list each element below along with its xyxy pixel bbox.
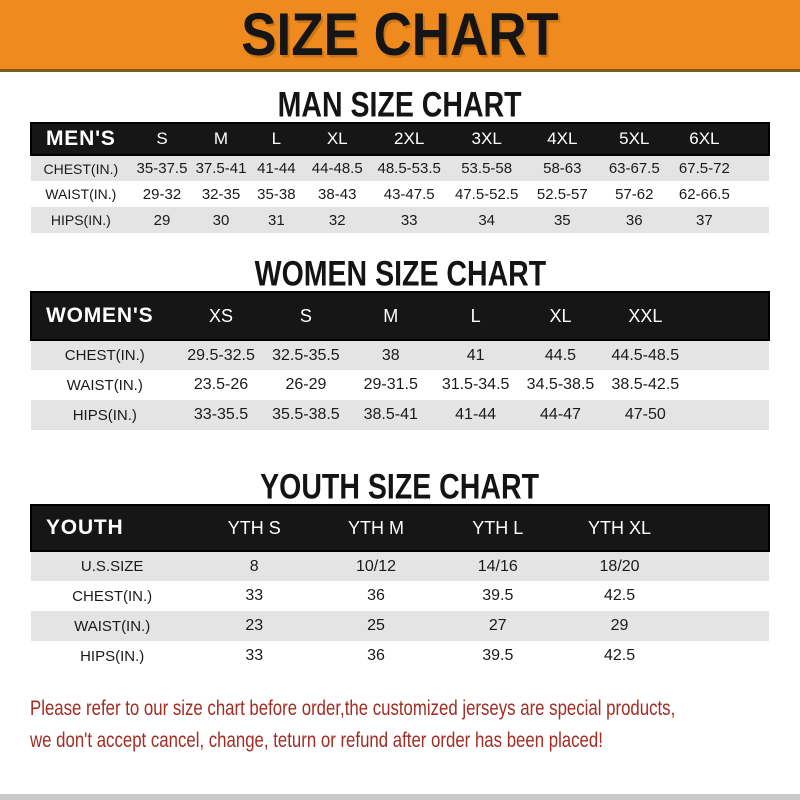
size-cell: 39.5 (482, 587, 514, 604)
size-cell: 41-44 (257, 160, 296, 177)
size-cell: 33 (400, 211, 418, 229)
spacer-cell (680, 551, 769, 581)
women-section (0, 253, 800, 430)
column-header: 3XL (448, 123, 525, 155)
size-cell: 52.5-57 (536, 185, 588, 203)
column-header: M (193, 123, 248, 155)
size-cell: 29-31.5 (363, 376, 418, 393)
spacer-cell (688, 340, 769, 370)
column-header: XS (179, 292, 264, 340)
size-cell: 63-67.5 (608, 160, 660, 177)
row-label: HIPS(IN.) (72, 406, 137, 424)
size-cell: 32.5-35.5 (272, 346, 340, 364)
row-label: WAIST(IN.) (74, 617, 151, 635)
size-cell: 25 (367, 617, 385, 634)
youth-section (0, 466, 800, 671)
size-cell: 8 (249, 557, 259, 575)
size-cell: 38 (381, 346, 400, 364)
size-cell: 42.5 (603, 587, 636, 604)
size-cell: 31.5-34.5 (441, 376, 510, 393)
size-cell: 44.5 (544, 346, 577, 364)
size-cell: 35-37.5 (136, 160, 188, 177)
size-cell: 47-50 (624, 406, 666, 423)
footer-line-1: Please refer to our size chart before order,the customized jerseys are special products, (30, 697, 676, 720)
size-cell: 41-44 (455, 406, 497, 423)
footer-note (30, 693, 800, 757)
youth-header-label: YOUTH (31, 505, 193, 551)
spacer-cell (688, 400, 769, 430)
size-cell: 33 (245, 647, 264, 664)
row-label: WAIST(IN.) (66, 376, 143, 394)
column-header: M (348, 292, 433, 340)
row-label: CHEST(IN.) (43, 160, 119, 177)
column-header: S (263, 292, 348, 340)
size-cell: 32-35 (201, 185, 241, 203)
men-size-table (30, 122, 770, 233)
youth-section-title: YOUTH SIZE CHART (260, 466, 540, 507)
column-header: XL (518, 292, 603, 340)
women-size-table (30, 291, 770, 430)
table-row (31, 370, 769, 400)
row-label: WAIST(IN.) (45, 186, 117, 202)
size-cell: 43-47.5 (383, 185, 435, 203)
row-label: HIPS(IN.) (80, 647, 145, 665)
column-header: YTH XL (559, 505, 681, 551)
banner-title: SIZE CHART (241, 0, 559, 69)
spacer-cell (680, 641, 769, 671)
size-cell: 10/12 (355, 557, 397, 575)
table-row (31, 641, 769, 671)
column-header: XL (304, 123, 370, 155)
size-cell: 27 (488, 617, 507, 634)
size-cell: 33-35.5 (193, 406, 249, 423)
table-row (31, 207, 769, 233)
table-row (31, 340, 769, 370)
row-label: HIPS(IN.) (50, 212, 111, 228)
youth-size-table (30, 504, 770, 671)
men-section (0, 84, 800, 233)
size-cell: 18/20 (599, 557, 640, 575)
column-header: YTH L (437, 505, 559, 551)
row-label: CHEST(IN.) (64, 347, 145, 364)
column-header: YTH M (315, 505, 437, 551)
spacer-cell (739, 207, 769, 233)
table-row (31, 400, 769, 430)
spacer-cell (739, 123, 769, 155)
size-cell: 29 (610, 617, 629, 634)
size-cell: 38.5-41 (363, 406, 418, 423)
size-cell: 36 (367, 587, 385, 604)
column-header: 4XL (525, 123, 599, 155)
size-cell: 37 (696, 211, 713, 229)
spacer-cell (680, 581, 769, 611)
size-cell: 35-38 (257, 185, 296, 203)
size-cell: 32 (328, 211, 346, 229)
bottom-edge-strip (0, 794, 800, 800)
spacer-cell (739, 155, 769, 181)
men-section-title: MAN SIZE CHART (277, 84, 523, 125)
table-row (31, 155, 769, 181)
size-cell: 39.5 (482, 647, 514, 664)
size-cell: 34 (478, 211, 495, 229)
women-header-row (31, 292, 769, 340)
size-cell: 44.5-48.5 (611, 346, 680, 364)
spacer-cell (688, 370, 769, 400)
size-cell: 62-66.5 (678, 185, 730, 203)
size-cell: 58-63 (543, 160, 582, 177)
size-cell: 26-29 (285, 376, 327, 393)
size-cell: 29-32 (142, 185, 182, 203)
table-row (31, 611, 769, 641)
size-cell: 29 (153, 211, 171, 229)
column-header: 5XL (599, 123, 669, 155)
size-cell: 14/16 (477, 557, 518, 575)
size-cell: 38.5-42.5 (611, 376, 680, 393)
size-cell: 67.5-72 (678, 160, 730, 177)
size-cell: 23 (245, 617, 264, 634)
women-section-title: WOMEN SIZE CHART (254, 253, 546, 294)
size-cell: 35.5-38.5 (272, 406, 340, 423)
banner (0, 0, 800, 72)
size-cell: 47.5-52.5 (454, 185, 519, 203)
size-cell: 48.5-53.5 (377, 160, 441, 177)
size-cell: 42.5 (603, 647, 636, 664)
column-header: 6XL (669, 123, 739, 155)
table-row (31, 551, 769, 581)
table-row (31, 181, 769, 207)
column-header: 2XL (370, 123, 447, 155)
size-cell: 36 (625, 211, 643, 229)
column-header: S (131, 123, 194, 155)
spacer-cell (680, 505, 769, 551)
size-cell: 53.5-58 (461, 160, 513, 177)
spacer-cell (680, 611, 769, 641)
men-header-label: MEN'S (31, 123, 131, 155)
size-cell: 44-47 (540, 406, 581, 423)
spacer-cell (739, 181, 769, 207)
size-cell: 34.5-38.5 (526, 376, 595, 393)
size-cell: 29.5-32.5 (187, 346, 255, 364)
row-label: U.S.SIZE (80, 558, 144, 575)
women-header-label: WOMEN'S (31, 292, 179, 340)
size-cell: 41 (466, 346, 485, 364)
size-cell: 30 (212, 211, 230, 229)
size-cell: 38-43 (318, 185, 357, 203)
column-header: XXL (603, 292, 688, 340)
footer-line-2: we don't accept cancel, change, teturn or refund after order has been placed! (30, 729, 603, 752)
table-row (31, 581, 769, 611)
row-label: CHEST(IN.) (72, 587, 153, 605)
size-cell: 44-48.5 (311, 160, 363, 177)
size-cell: 31 (268, 211, 285, 229)
spacer-cell (688, 292, 769, 340)
size-cell: 37.5-41 (195, 160, 247, 177)
column-header: L (249, 123, 304, 155)
men-header-row (31, 123, 769, 155)
youth-header-row (31, 505, 769, 551)
size-cell: 35 (553, 211, 571, 229)
size-cell: 33 (245, 587, 264, 604)
column-header: YTH S (193, 505, 315, 551)
size-cell: 36 (367, 647, 385, 664)
size-cell: 57-62 (615, 185, 654, 203)
column-header: L (433, 292, 518, 340)
size-cell: 23.5-26 (193, 376, 249, 393)
